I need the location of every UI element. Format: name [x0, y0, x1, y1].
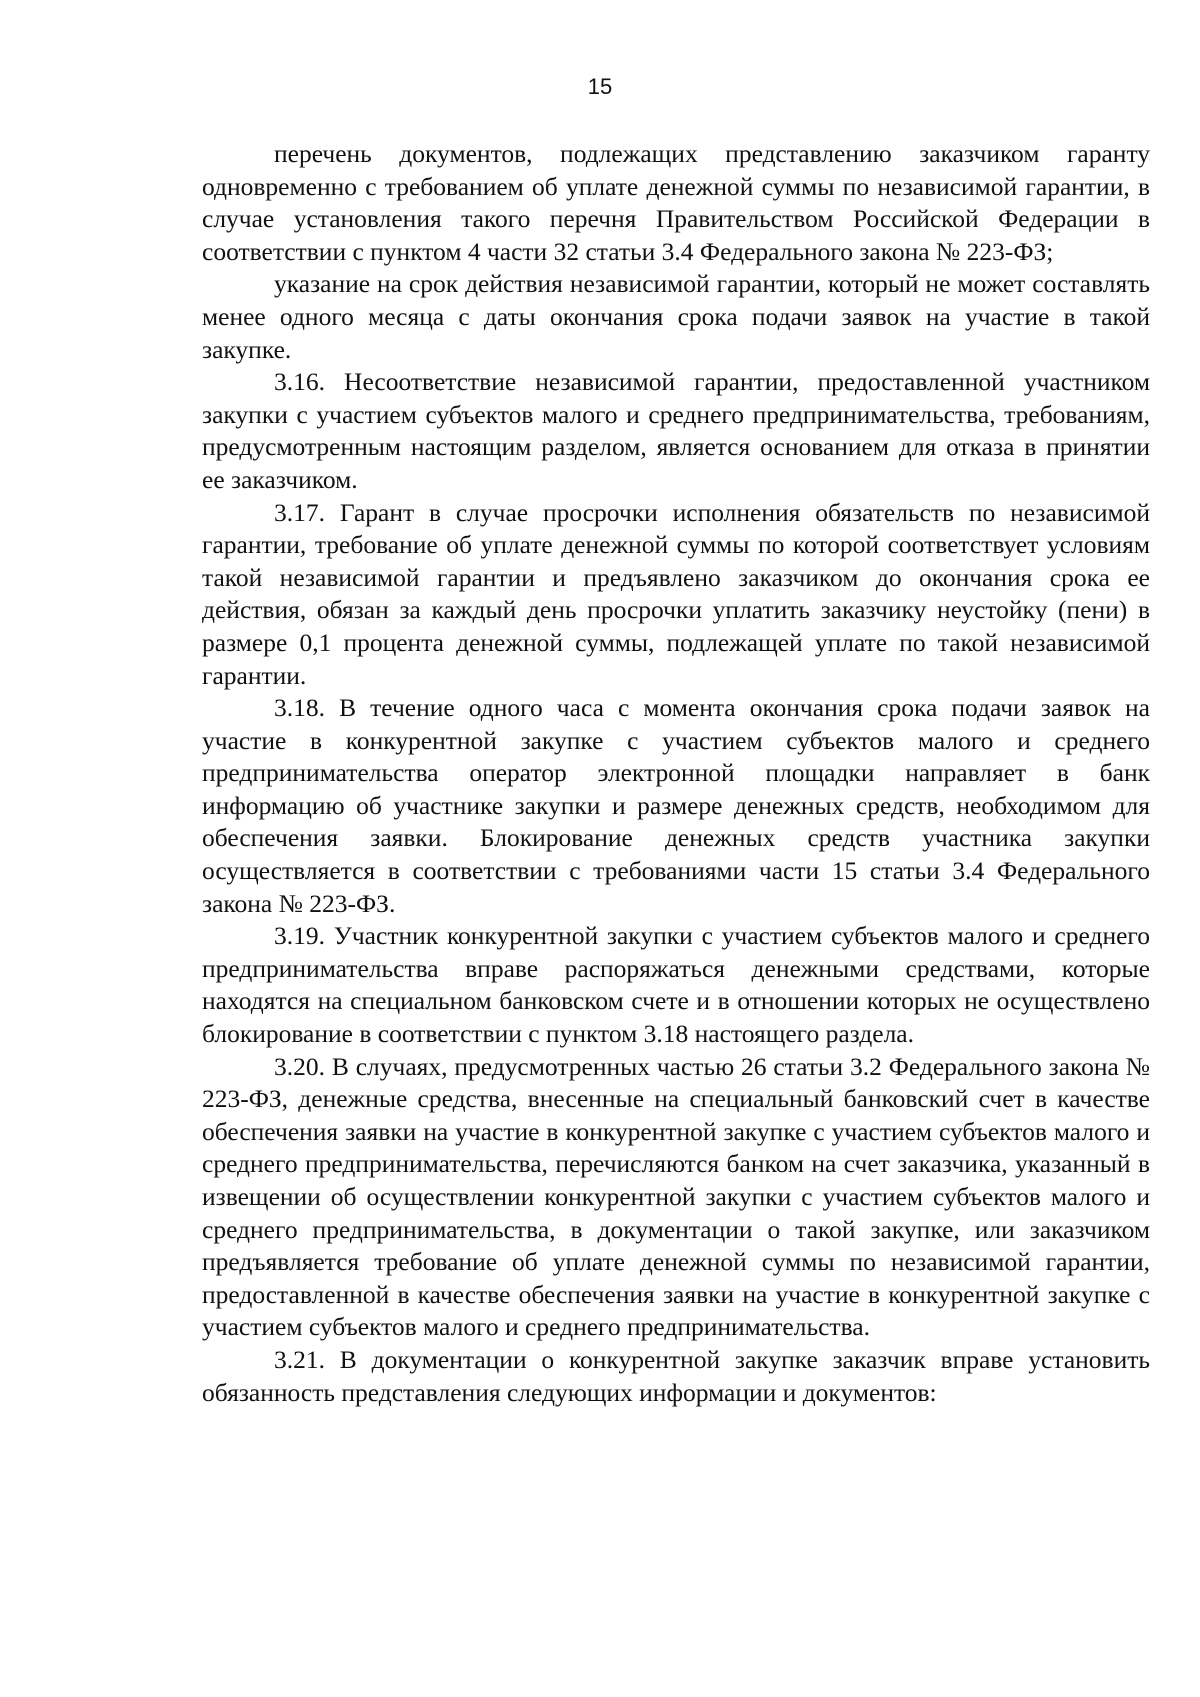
paragraph-3-16: 3.16. Несоответствие независимой гарантии, предоставленной участником закупки с участием субъектов малого и среднего предпринимательства, требованиям, предусмотренным настоящим разделом, является основанием для отказа в принятии ее заказчиком.: [202, 367, 1150, 494]
document-body: [202, 138, 1150, 1409]
paragraph-3-19: 3.19. Участник конкурентной закупки с участием субъектов малого и среднего предпринимательства вправе распоряжаться денежными средствами, которые находятся на специальном банковском счете и в отношении которых не осуществлено блокирование в соответствии с пунктом 3.18 настоящего раздела.: [202, 921, 1150, 1049]
paragraph-3-21: 3.21. В документации о конкурентной закупке заказчик вправе установить обязанность представления следующих информации и документов:: [202, 1344, 1150, 1407]
paragraph-3-18: 3.18. В течение одного часа с момента окончания срока подачи заявок на участие в конкурентной закупке с участием субъектов малого и среднего предпринимательства оператор электронной площадки направляет в банк информацию об участнике закупки и размере денежных средств, необходимом для обеспечения заявки. Блокирование денежных средств участника закупки осуществляется в соответствии с требованиями части 15 статьи 3.4 Федерального закона № 223-ФЗ.: [202, 693, 1150, 918]
paragraph-3-17: 3.17. Гарант в случае просрочки исполнения обязательств по независимой гарантии, требование об уплате денежной суммы по которой соответствует условиям такой независимой гарантии и предъявлено заказчиком до окончания срока ее действия, обязан за каждый день просрочки уплатить заказчику неустойку (пени) в размере 0,1 процента денежной суммы, подлежащей уплате по такой независимой гарантии.: [202, 497, 1150, 690]
paragraph-guarantee-documents-list: перечень документов, подлежащих представлению заказчиком гаранту одновременно с требованием об уплате денежной суммы по независимой гарантии, в случае установления такого перечня Правительством Российской Федерации в соответствии с пунктом 4 части 32 статьи 3.4 Федерального закона № 223-ФЗ;: [202, 139, 1150, 266]
paragraph-3-20: 3.20. В случаях, предусмотренных частью 26 статьи 3.2 Федерального закона № 223-ФЗ, денежные средства, внесенные на специальный банковский счет в качестве обеспечения заявки на участие в конкурентной закупке с участием субъектов малого и среднего предпринимательства, перечисляются банком на счет заказчика, указанный в извещении об осуществлении конкурентной закупки с участием субъектов малого и среднего предпринимательства, в документации о такой закупке, или заказчиком предъявляется требование об уплате денежной суммы по независимой гарантии, предоставленной в качестве обеспечения заявки на участие в конкурентной закупке с участием субъектов малого и среднего предпринимательства.: [202, 1051, 1150, 1342]
paragraph-guarantee-validity-term: указание на срок действия независимой гарантии, который не может составлять менее одного месяца с даты окончания срока подачи заявок на участие в такой закупке.: [202, 269, 1150, 364]
page-number: 15: [587, 74, 613, 99]
